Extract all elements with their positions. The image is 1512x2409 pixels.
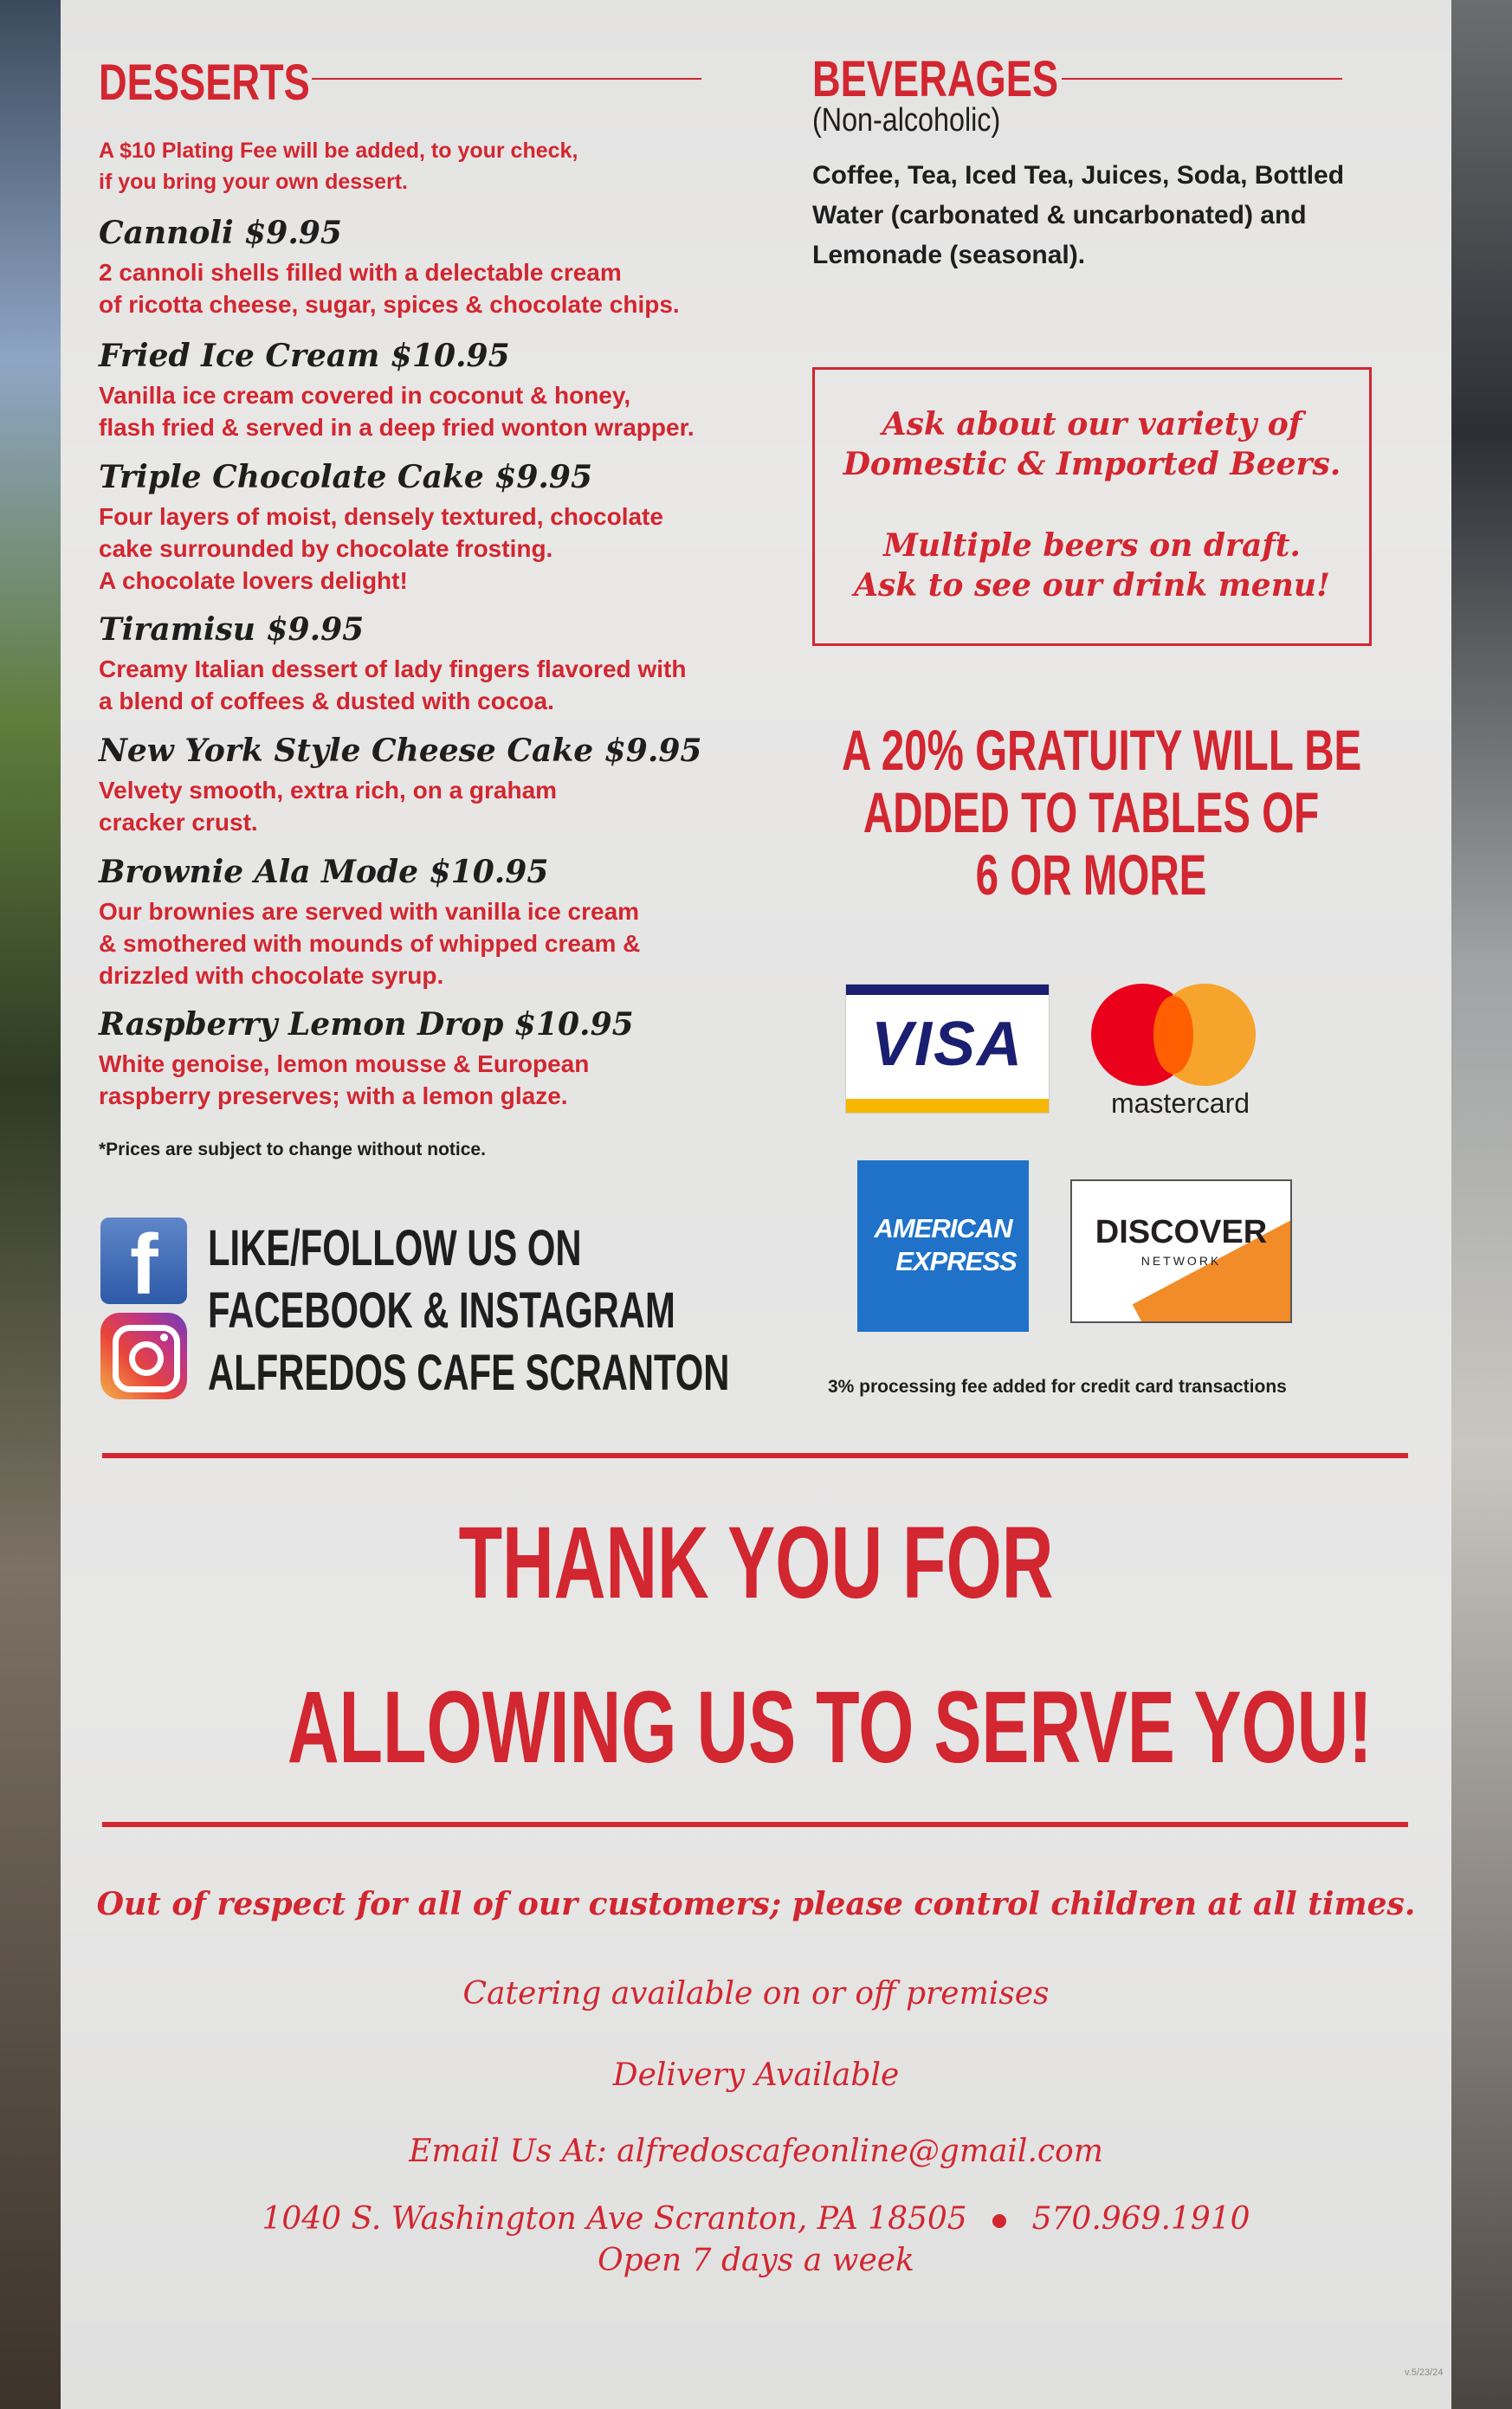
dessert-desc-line: cake surrounded by chocolate frosting.: [99, 535, 553, 562]
dessert-desc-line: A chocolate lovers delight!: [99, 567, 408, 594]
beverage-line: Water (carbonated & uncarbonated) and: [812, 201, 1307, 229]
dessert-desc-line: cracker crust.: [99, 809, 258, 836]
dessert-title: Cannoli $9.95: [99, 215, 342, 251]
dessert-title: New York Style Cheese Cake $9.95: [99, 733, 702, 769]
desserts-title: DESSERTS: [99, 55, 310, 111]
background-photo-right: [1451, 0, 1512, 2409]
plating-note-line: if you bring your own dessert.: [99, 170, 408, 194]
dessert-item: [99, 459, 792, 611]
address-line: [87, 2201, 1425, 2237]
dessert-desc-line: & smothered with mounds of whipped cream &: [99, 930, 641, 957]
beer-info-box: [812, 367, 1372, 646]
price-change-note: *Prices are subject to change without notice.: [99, 1140, 486, 1159]
visa-card: [845, 984, 1050, 1114]
dessert-desc-line: Vanilla ice cream covered in coconut & honey,: [99, 382, 631, 409]
dessert-desc-line: drizzled with chocolate syrup.: [99, 962, 444, 989]
gratuity-line: ADDED TO TABLES OF: [863, 780, 1320, 844]
catering-notice: Catering available on or off premises: [462, 1976, 1050, 2012]
dessert-desc-line: Four layers of moist, densely textured, chocolate: [99, 503, 663, 530]
amex-line: EXPRESS: [895, 1246, 1017, 1276]
gratuity-line: 6 OR MORE: [975, 843, 1207, 907]
beverages-title: BEVERAGES: [812, 51, 1059, 107]
thanks-line: ALLOWING US TO SERVE YOU!: [287, 1670, 1373, 1785]
dessert-title: Raspberry Lemon Drop $10.95: [99, 1006, 634, 1043]
dessert-title: Triple Chocolate Cake $9.95: [99, 459, 593, 495]
social-line: LIKE/FOLLOW US ON: [208, 1220, 582, 1276]
beer-line: Ask to see our drink menu!: [854, 567, 1330, 604]
dessert-desc-line: Our brownies are served with vanilla ice cream: [99, 898, 640, 925]
dessert-desc-line: 2 cannoli shells filled with a delectable cream: [99, 259, 622, 286]
beer-line: Multiple beers on draft.: [883, 527, 1301, 564]
phone-number[interactable]: 570.969.1910: [1031, 2201, 1250, 2237]
beverages-description: [812, 156, 1436, 275]
discover-network-text: NETWORK: [1140, 1254, 1222, 1268]
beer-line: Domestic & Imported Beers.: [843, 446, 1341, 482]
mastercard-card: [1088, 975, 1278, 1122]
dessert-item: [99, 338, 792, 459]
email-line: [87, 2134, 1425, 2169]
dessert-desc-line: raspberry preserves; with a lemon glaze.: [99, 1082, 568, 1109]
processing-fee-note: 3% processing fee added for credit card transactions: [828, 1377, 1287, 1397]
dessert-title: Tiramisu $9.95: [99, 611, 365, 648]
bottom-divider: [102, 1822, 1408, 1827]
amex-card: [857, 1160, 1029, 1332]
mastercard-logo-text: mastercard: [1110, 1088, 1250, 1119]
plating-note-line: A $10 Plating Fee will be added, to your check,: [99, 139, 578, 163]
beer-line: Ask about our variety of: [882, 406, 1302, 442]
beverage-line: Coffee, Tea, Iced Tea, Juices, Soda, Bottled: [812, 161, 1345, 190]
dessert-item: [99, 215, 792, 338]
children-notice: Out of respect for all of our customers; please control children at all times.: [96, 1886, 1416, 1922]
discover-card: [1070, 1179, 1292, 1323]
dessert-desc-line: a blend of coffees & dusted with cocoa.: [99, 688, 554, 714]
gratuity-notice: [842, 718, 1362, 907]
version-tag: v.5/23/24: [1405, 2367, 1444, 2378]
background-photo-left: [0, 0, 61, 2409]
delivery-notice: Delivery Available: [612, 2057, 900, 2093]
discover-logo-text: DISCOVER: [1095, 1214, 1268, 1250]
dessert-desc-line: flash fried & served in a deep fried wonton wrapper.: [99, 414, 695, 441]
dessert-item: [99, 611, 792, 733]
beverages-subtitle: (Non-alcoholic): [812, 102, 1001, 139]
dessert-list: [99, 215, 792, 1127]
dessert-desc-line: of ricotta cheese, sugar, spices & chocolate chips.: [99, 291, 680, 318]
dessert-item: [99, 1006, 792, 1127]
address-text: 1040 S. Washington Ave Scranton, PA 18505: [262, 2201, 967, 2237]
dessert-desc-line: Creamy Italian dessert of lady fingers flavored with: [99, 656, 687, 682]
social-line: ALFREDOS CAFE SCRANTON: [208, 1345, 730, 1401]
social-follow-text: [208, 1217, 729, 1405]
dessert-item: [99, 854, 792, 1006]
email-link[interactable]: Email Us At: alfredoscafeonline@gmail.com: [409, 2134, 1103, 2169]
bullet-dot: [992, 2214, 1006, 2228]
dessert-title: Fried Ice Cream $10.95: [99, 338, 510, 374]
dessert-item: [99, 733, 792, 854]
plating-fee-note: [99, 135, 578, 197]
dessert-desc-line: White genoise, lemon mousse & European: [99, 1050, 590, 1077]
thanks-line: THANK YOU FOR: [458, 1506, 1054, 1620]
gratuity-line: A 20% GRATUITY WILL BE: [842, 718, 1362, 782]
dessert-desc-line: Velvety smooth, extra rich, on a graham: [99, 777, 558, 804]
desserts-title-rule: [312, 78, 701, 80]
instagram-icon[interactable]: [100, 1313, 187, 1399]
visa-logo-text: VISA: [870, 1010, 1024, 1079]
top-divider: [102, 1453, 1408, 1458]
dessert-title: Brownie Ala Mode $10.95: [99, 854, 549, 890]
facebook-icon[interactable]: f: [100, 1217, 187, 1304]
thank-you-message: [287, 1481, 1373, 1810]
hours-line: Open 7 days a week: [598, 2243, 914, 2278]
amex-line: AMERICAN: [874, 1213, 1012, 1243]
beverages-title-rule: [1062, 78, 1342, 80]
social-line: FACEBOOK & INSTAGRAM: [208, 1282, 675, 1339]
beverage-line: Lemonade (seasonal).: [812, 241, 1086, 269]
